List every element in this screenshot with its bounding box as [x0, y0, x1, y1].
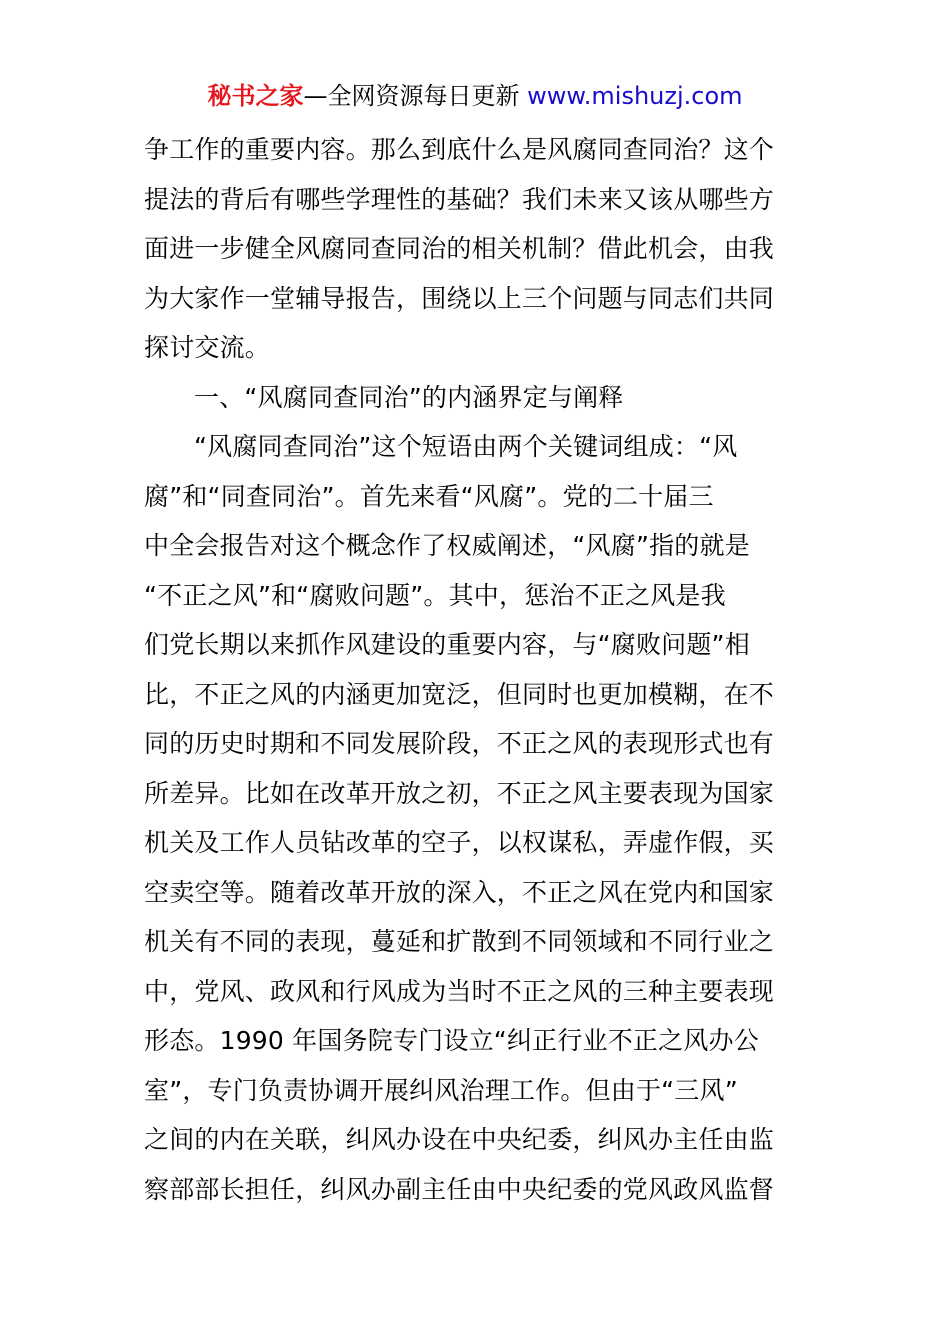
text-line: 所差异。比如在改革开放之初，不正之风主要表现为国家	[144, 778, 775, 808]
text-line: 察部部长担任，纠风办副主任由中央纪委的党风政风监督	[144, 1174, 775, 1204]
section-heading: 一、“风腐同查同治”的内涵界定与阐释	[194, 382, 624, 412]
site-brand: 秘书之家	[207, 82, 304, 110]
page-header	[0, 78, 950, 114]
text-line: 空卖空等。随着改革开放的深入，不正之风在党内和国家	[144, 877, 775, 907]
text-line: 机关及工作人员钻改革的空子，以权谋私，弄虚作假，买	[144, 828, 775, 857]
text-line: 同的历史时期和不同发展阶段，不正之风的表现形式也有	[144, 729, 775, 758]
text-line: 为大家作一堂辅导报告，围绕以上三个问题与同志们共同	[144, 283, 775, 313]
text-line: 中全会报告对这个概念作了权威阐述，“风腐”指的就是	[144, 531, 750, 560]
paragraph-start: “风腐同查同治”这个短语由两个关键词组成：“风	[194, 432, 738, 461]
text-line: 形态。1990 年国务院专门设立“纠正行业不正之风办公	[144, 1026, 759, 1055]
site-url-link[interactable]: www.mishuzj.com	[527, 82, 743, 110]
text-line: 们党长期以来抓作风建设的重要内容，与“腐败问题”相	[144, 630, 750, 659]
text-line: 室”，专门负责协调开展纠风治理工作。但由于“三风”	[144, 1075, 738, 1105]
document-body	[144, 125, 810, 1214]
text-line: 比，不正之风的内涵更加宽泛，但同时也更加模糊，在不	[144, 679, 775, 709]
text-line: 机关有不同的表现，蔓延和扩散到不同领域和不同行业之	[144, 927, 775, 956]
text-line: 中，党风、政风和行风成为当时不正之风的三种主要表现	[144, 976, 775, 1006]
site-slogan: —全网资源每日更新	[303, 82, 528, 110]
text-line: 探讨交流。	[144, 333, 271, 362]
text-line: 面进一步健全风腐同查同治的相关机制？借此机会，由我	[144, 234, 775, 263]
text-line: 腐”和“同查同治”。首先来看“风腐”。党的二十届三	[144, 481, 714, 511]
text-line: 争工作的重要内容。那么到底什么是风腐同查同治？这个	[144, 135, 775, 164]
text-line: “不正之风”和“腐败问题”。其中，惩治不正之风是我	[144, 580, 726, 610]
text-line: 之间的内在关联，纠风办设在中央纪委，纠风办主任由监	[144, 1125, 775, 1154]
text-line: 提法的背后有哪些学理性的基础？我们未来又该从哪些方	[144, 184, 775, 214]
